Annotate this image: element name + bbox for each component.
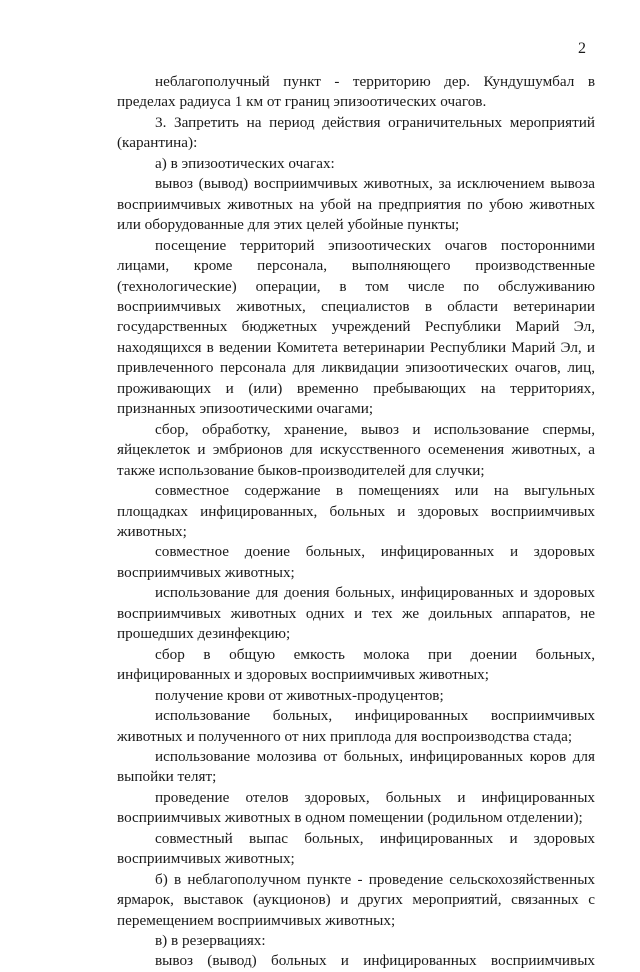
paragraph-calving: проведение отелов здоровых, больных и инфицированных восприимчивых животных в одном помещении (родильном отделении); <box>117 788 595 827</box>
paragraph-in-foci: а) в эпизоотических очагах: <box>155 154 335 172</box>
page-number: 2 <box>578 40 586 57</box>
document-body <box>117 72 595 972</box>
paragraph-milk-collection: сбор в общую емкость молока при доении больных, инфицированных и здоровых восприимчивых животных; <box>117 645 595 684</box>
paragraph-colostrum: использование молозива от больных, инфицированных коров для выпойки телят; <box>117 747 595 786</box>
paragraph-fairs: б) в неблагополучном пункте - проведение сельскохозяйственных ярмарок, выставок (аукционов) и других мероприятий, связанных с перемещением восприимчивых животных; <box>117 870 595 929</box>
paragraph-joint-milking: совместное доение больных, инфицированных и здоровых восприимчивых животных; <box>117 543 595 581</box>
paragraph-grazing: совместный выпас больных, инфицированных и здоровых восприимчивых животных; <box>117 829 595 868</box>
paragraph-export: вывоз (вывод) восприимчивых животных, за исключением вывоза восприимчивых животных на убой на предприятия по убою животных или оборудованные для этих целей убойные пункты; <box>117 175 595 234</box>
paragraph-blood: получение крови от животных-продуцентов; <box>155 686 444 704</box>
paragraph-joint-keeping: совместное содержание в помещениях или на выгульных площадках инфицированных, больных и здоровых восприимчивых животных; <box>117 482 595 540</box>
paragraph-territory: неблагополучный пункт - территорию дер. Кундушумбал в пределах радиуса 1 км от границ эпизоотических очагов. <box>117 73 595 111</box>
paragraph-prohibit-heading: 3. Запретить на период действия ограничительных мероприятий (карантина): <box>117 113 595 152</box>
paragraph-reproduction: использование больных, инфицированных восприимчивых животных и полученного от них приплода для воспроизводства стада; <box>117 707 595 745</box>
paragraph-visiting: посещение территорий эпизоотических очагов посторонними лицами, кроме персонала, выполняющего производственные (технологические) операции, в том числе по обслуживанию восприимчивых животных, специалистов в области ветеринарии государственных бюджетных учреждений Республики Марий Эл, находящихся в ведении Комитета ветеринарии Республики Марий Эл, и привлеченного персонала для ликвидации эпизоотических очагов, лиц, проживающих и (или) временно пребывающих на территориях, признанных эпизоотическими очагами; <box>117 236 595 418</box>
paragraph-milking-machines: использование для доения больных, инфицированных и здоровых восприимчивых животных одних и тех же доильных аппаратов, не прошедших дезинфекцию; <box>117 584 595 643</box>
paragraph-reservation-export: вывоз (вывод) больных и инфицированных восприимчивых <box>155 952 595 970</box>
paragraph-sperm: сбор, обработку, хранение, вывоз и использование спермы, яйцеклеток и эмбрионов для искусственного осеменения животных, а также использование быков-производителей для случки; <box>117 420 595 479</box>
paragraph-reservations: в) в резервациях: <box>155 932 266 950</box>
